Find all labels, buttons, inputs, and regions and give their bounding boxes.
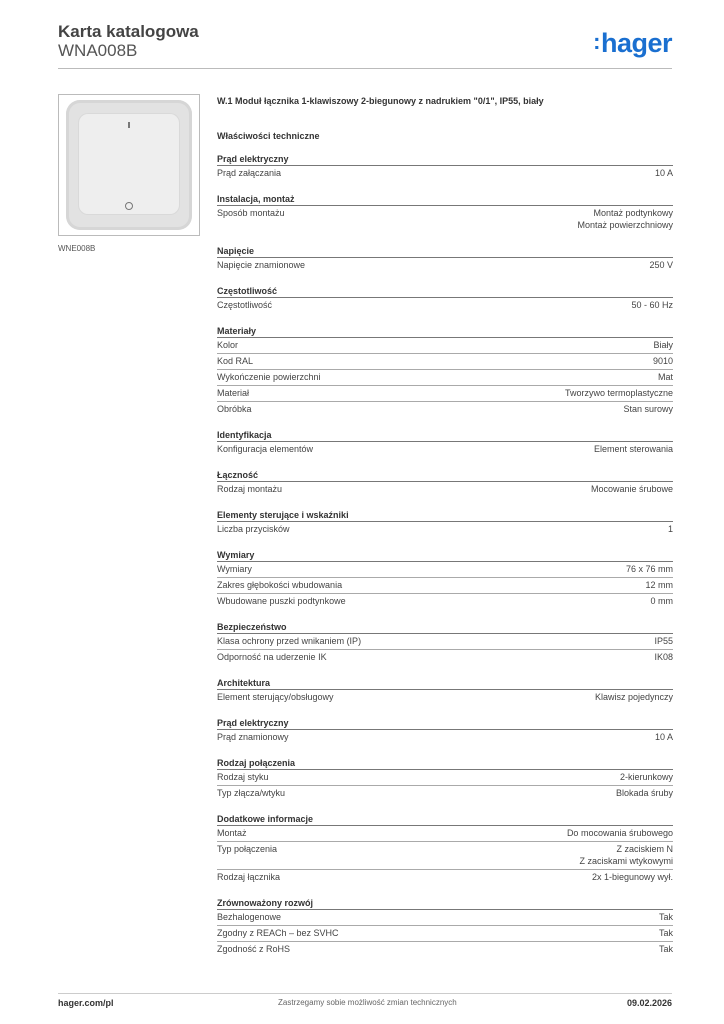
on-mark-icon [128,122,130,128]
spec-row [217,577,673,593]
spec-section [217,193,673,233]
spec-row [217,909,673,925]
spec-value: 0 mm [650,596,673,606]
document-header [58,22,199,60]
spec-section [217,717,673,745]
spec-value: Z zaciskiem N Z zaciskami wtykowymi [579,844,673,866]
spec-value: Tak [658,912,673,922]
product-image [58,94,200,236]
spec-row [217,729,673,745]
section-title: Częstotliwość [217,286,278,296]
spec-value: 2-kierunkowy [619,772,673,782]
header-divider [58,68,672,69]
spec-section [217,509,673,537]
spec-label: Napięcie znamionowe [217,260,306,270]
footer-divider [58,993,672,994]
product-code: WNA008B [58,41,138,60]
page-title: Karta katalogowa [58,22,199,41]
section-title: Architektura [217,678,271,688]
image-caption: WNE008B [58,244,96,253]
section-title: Rodzaj połączenia [217,758,296,768]
spec-label: Klasa ochrony przed wnikaniem (IP) [217,636,362,646]
spec-section [217,813,673,885]
spec-content [217,96,673,957]
spec-label: Prąd znamionowy [217,732,289,742]
spec-label: Rodzaj łącznika [217,872,281,882]
section-title: Materiały [217,326,257,336]
spec-row [217,521,673,537]
switch-plate [66,100,192,230]
spec-row [217,481,673,497]
spec-section [217,549,673,609]
product-heading: W.1 Moduł łącznika 1-klawiszowy 2-biegunowy z nadrukiem "0/1", IP55, biały [217,96,544,106]
spec-value: 12 mm [645,580,673,590]
spec-section [217,897,673,957]
spec-row [217,689,673,705]
spec-label: Zgodny z REACh – bez SVHC [217,928,339,938]
section-title: Prąd elektryczny [217,718,289,728]
switch-rocker [79,114,179,214]
spec-row [217,369,673,385]
spec-value: Tak [658,928,673,938]
spec-label: Częstotliwość [217,300,273,310]
spec-label: Wbudowane puszki podtynkowe [217,596,346,606]
spec-label: Rodzaj styku [217,772,269,782]
spec-label: Rodzaj montażu [217,484,283,494]
spec-sections [217,153,673,957]
spec-label: Liczba przycisków [217,524,290,534]
spec-section [217,245,673,273]
spec-label: Kolor [217,340,239,350]
spec-value: Stan surowy [623,404,673,414]
spec-value: 10 A [654,168,673,178]
section-title: Zrównoważony rozwój [217,898,313,908]
section-title: Wymiary [217,550,255,560]
spec-section [217,469,673,497]
spec-row [217,165,673,181]
spec-row [217,205,673,233]
spec-row [217,941,673,957]
spec-row [217,925,673,941]
spec-row [217,785,673,801]
footer-website[interactable]: hager.com/pl [58,998,114,1008]
spec-section [217,677,673,705]
spec-label: Wymiary [217,564,252,574]
spec-row [217,337,673,353]
spec-value: 1 [667,524,673,534]
spec-row [217,561,673,577]
footer-date: 09.02.2026 [626,998,672,1008]
section-title: Elementy sterujące i wskaźniki [217,510,349,520]
spec-label: Typ złącza/wtyku [217,788,286,798]
spec-row [217,441,673,457]
spec-value: 76 x 76 mm [625,564,673,574]
spec-value: Do mocowania śrubowego [566,828,673,838]
section-title: Łączność [217,470,259,480]
logo-text: hager [600,28,672,58]
spec-value: 9010 [652,356,673,366]
off-mark-icon [125,202,133,210]
spec-row [217,869,673,885]
spec-label: Zgodność z RoHS [217,944,291,954]
spec-row [217,593,673,609]
spec-label: Montaż [217,828,247,838]
spec-label: Wykończenie powierzchni [217,372,321,382]
spec-value: IK08 [654,652,673,662]
spec-section [217,757,673,801]
spec-value: 50 - 60 Hz [631,300,673,310]
spec-row [217,841,673,869]
spec-value: 250 V [649,260,673,270]
spec-value: Mocowanie śrubowe [590,484,673,494]
spec-row [217,353,673,369]
spec-value: IP55 [654,636,673,646]
spec-value: Blokada śruby [615,788,673,798]
spec-label: Typ połączenia [217,844,278,854]
spec-row [217,825,673,841]
spec-value: Element sterowania [593,444,673,454]
spec-label: Zakres głębokości wbudowania [217,580,343,590]
spec-row [217,633,673,649]
spec-row [217,401,673,417]
spec-value: Biały [653,340,673,350]
section-title: Dodatkowe informacje [217,814,314,824]
footer-disclaimer: Zastrzegamy sobie możliwość zmian technicznych [278,998,457,1007]
spec-row [217,385,673,401]
spec-label: Materiał [217,388,250,398]
spec-section [217,285,673,313]
spec-label: Konfiguracja elementów [217,444,314,454]
spec-value: 10 A [654,732,673,742]
section-title: Instalacja, montaż [217,194,295,204]
spec-label: Odporność na uderzenie IK [217,652,327,662]
spec-label: Sposób montażu [217,208,285,218]
spec-value: Klawisz pojedynczy [594,692,673,702]
spec-section [217,429,673,457]
spec-row [217,769,673,785]
spec-label: Kod RAL [217,356,254,366]
spec-row [217,297,673,313]
spec-value: Montaż podtynkowy Montaż powierzchniowy [577,208,673,230]
spec-label: Obróbka [217,404,252,414]
properties-title: Właściwości techniczne [217,131,320,141]
spec-label: Element sterujący/obsługowy [217,692,334,702]
section-title: Napięcie [217,246,255,256]
spec-section [217,621,673,665]
spec-value: Mat [657,372,673,382]
section-title: Bezpieczeństwo [217,622,287,632]
spec-row [217,257,673,273]
hager-logo [593,28,672,59]
spec-value: Tak [658,944,673,954]
spec-row [217,649,673,665]
logo-dots-icon: : [593,29,600,54]
spec-value: Tworzywo termoplastyczne [564,388,673,398]
spec-section [217,325,673,417]
spec-section [217,153,673,181]
section-title: Prąd elektryczny [217,154,289,164]
section-title: Identyfikacja [217,430,272,440]
spec-label: Prąd załączania [217,168,282,178]
spec-value: 2x 1-biegunowy wył. [591,872,673,882]
spec-label: Bezhalogenowe [217,912,282,922]
